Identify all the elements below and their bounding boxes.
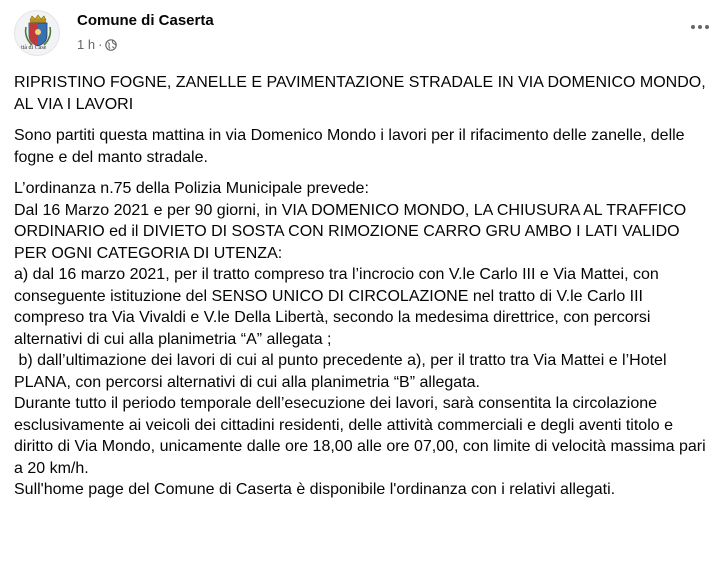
post-body	[14, 72, 714, 501]
detail-line: Dal 16 Marzo 2021 e per 90 giorni, in VIA DOMENICO MONDO, LA CHIUSURA AL TRAFFICO ORDINARIO ed il DIVIETO DI SOSTA CON RIMOZIONE CARRO GRU AMBO I LATI VALIDO PER OGNI CATEGORIA DI UTENZA:	[14, 201, 691, 262]
avatar-caption: ttà di Case	[21, 45, 47, 51]
dot-icon	[705, 25, 709, 29]
more-options-icon[interactable]	[686, 18, 714, 36]
dot-icon	[698, 25, 702, 29]
detail-line: a) dal 16 marzo 2021, per il tratto compreso tra l’incrocio con V.le Carlo III e Via Mattei, con conseguente istituzione del SENSO UNICO DI CIRCOLAZIONE nel tratto di V.le Carlo III compreso tra Via Vivaldi e V.le Della Libertà, secondo la medesima direttrice, con percorsi alternativi di cui alla planimetria “A” allegata ;	[14, 266, 664, 348]
detail-line: L’ordinanza n.75 della Polizia Municipale prevede:	[14, 180, 369, 197]
avatar[interactable]	[14, 10, 60, 56]
meta-separator: ·	[98, 37, 103, 52]
detail-line: Durante tutto il periodo temporale dell’esecuzione dei lavori, sarà consentita la circolazione esclusivamente ai veicoli dei cittadini residenti, delle attività commerciali e degli aventi titolo e diritto di Via Mondo, unicamente dalle ore 18,00 alle ore 07,00, con limite di velocità massima pari a 20 km/h.	[14, 395, 711, 477]
dot-icon	[691, 25, 695, 29]
post-intro: Sono partiti questa mattina in via Domenico Mondo i lavori per il rifacimento delle zanelle, delle fogne e del manto stradale.	[14, 127, 690, 166]
page-name[interactable]: Comune di Caserta	[77, 12, 214, 29]
detail-line: Sull'home page del Comune di Caserta è disponibile l'ordinanza con i relativi allegati.	[14, 481, 616, 498]
globe-icon	[105, 39, 117, 51]
post-meta	[77, 37, 117, 52]
post-title: RIPRISTINO FOGNE, ZANELLE E PAVIMENTAZIONE STRADALE IN VIA DOMENICO MONDO, AL VIA I LAVORI	[14, 74, 710, 113]
detail-line: b) dall’ultimazione dei lavori di cui al punto precedente a), per il tratto tra Via Mattei e l’Hotel PLANA, con percorsi alternativi di cui alla planimetria “B” allegata.	[14, 352, 671, 391]
post-details	[14, 178, 714, 501]
post-time[interactable]: 1 h	[77, 37, 96, 52]
post-header	[14, 10, 714, 58]
